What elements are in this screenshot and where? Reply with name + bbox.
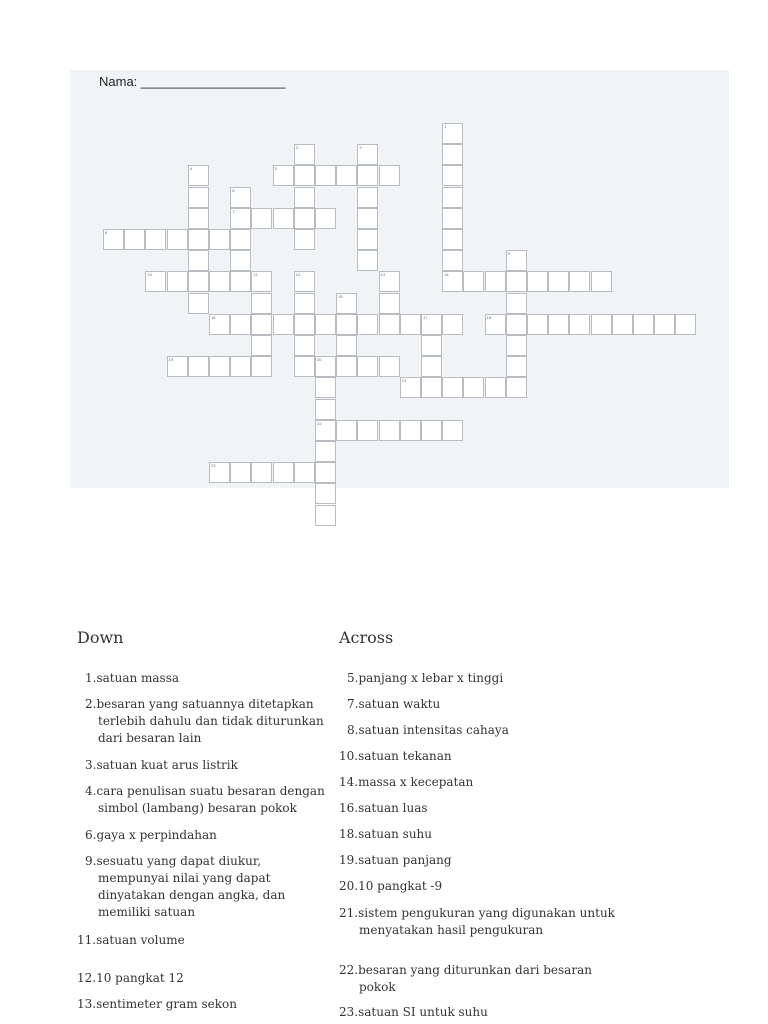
crossword-cell[interactable] bbox=[379, 165, 400, 186]
crossword-cell[interactable] bbox=[273, 462, 294, 483]
clue-number: 11. bbox=[77, 933, 97, 947]
crossword-cell[interactable] bbox=[548, 314, 569, 335]
crossword-cell[interactable] bbox=[675, 314, 696, 335]
crossword-cell[interactable] bbox=[379, 314, 400, 335]
crossword-cell[interactable] bbox=[379, 420, 400, 441]
clue-text: satuan intensitas cahaya bbox=[358, 723, 509, 737]
crossword-cell[interactable] bbox=[485, 377, 506, 398]
crossword-grid bbox=[0, 0, 768, 500]
crossword-cell[interactable] bbox=[336, 165, 357, 186]
down-clues-column bbox=[77, 628, 327, 1011]
cell-number: 16 bbox=[211, 314, 216, 320]
cell-number: 23 bbox=[211, 463, 216, 469]
crossword-cell[interactable] bbox=[294, 335, 315, 356]
clue-item bbox=[77, 970, 184, 987]
crossword-cell[interactable] bbox=[336, 314, 357, 335]
crossword-cell[interactable] bbox=[315, 441, 336, 462]
clue-number: 12. bbox=[77, 971, 97, 985]
clue-item bbox=[85, 757, 238, 774]
crossword-cell[interactable] bbox=[357, 165, 378, 186]
clue-text: cara penulisan suatu besaran dengan bbox=[96, 784, 325, 798]
clue-number: 21. bbox=[339, 906, 359, 920]
crossword-cell[interactable] bbox=[230, 314, 251, 335]
cell-number: 17 bbox=[423, 314, 428, 320]
clue-number: 3. bbox=[85, 758, 97, 772]
cell-number: 3 bbox=[359, 145, 362, 151]
cell-number: 21 bbox=[401, 378, 407, 384]
crossword-cell[interactable] bbox=[442, 187, 463, 208]
clue-item bbox=[339, 748, 452, 765]
clue-number: 8. bbox=[347, 723, 359, 737]
cell-number: 15 bbox=[338, 293, 343, 299]
clue-item bbox=[339, 826, 432, 843]
clue-text: sentimeter gram sekon bbox=[96, 997, 237, 1011]
crossword-cell[interactable] bbox=[251, 462, 272, 483]
crossword-cell[interactable] bbox=[336, 335, 357, 356]
crossword-cell[interactable] bbox=[315, 483, 336, 504]
clue-number: 2. bbox=[85, 697, 97, 711]
crossword-cell[interactable] bbox=[442, 377, 463, 398]
crossword-cell[interactable] bbox=[654, 314, 675, 335]
clue-number: 1. bbox=[85, 671, 97, 685]
crossword-cell[interactable] bbox=[315, 462, 336, 483]
crossword-cell[interactable] bbox=[506, 293, 527, 314]
crossword-cell[interactable] bbox=[591, 314, 612, 335]
cell-number: 8 bbox=[105, 230, 108, 235]
crossword-cell[interactable] bbox=[506, 314, 527, 335]
crossword-cell[interactable] bbox=[273, 208, 294, 229]
clue-number: 23. bbox=[339, 1005, 359, 1019]
crossword-cell[interactable] bbox=[400, 314, 421, 335]
clue-text-line: menyatakan hasil pengukuran bbox=[359, 923, 544, 937]
crossword-cell[interactable] bbox=[315, 399, 336, 420]
crossword-cell[interactable] bbox=[188, 250, 209, 271]
crossword-cell[interactable] bbox=[188, 271, 209, 292]
clue-text: 10 pangkat -9 bbox=[358, 879, 443, 893]
clue-item bbox=[77, 932, 185, 949]
crossword-cell[interactable] bbox=[294, 229, 315, 250]
crossword-cell[interactable] bbox=[357, 187, 378, 208]
cell-number: 11 bbox=[253, 272, 258, 278]
clue-number: 9. bbox=[85, 854, 97, 868]
crossword-cell[interactable] bbox=[357, 208, 378, 229]
crossword-cell[interactable] bbox=[421, 356, 442, 377]
crossword-cell[interactable] bbox=[569, 314, 590, 335]
crossword-cell[interactable] bbox=[463, 271, 484, 292]
crossword-cell[interactable] bbox=[357, 229, 378, 250]
crossword-cell[interactable] bbox=[506, 377, 527, 398]
clue-text: besaran yang satuannya ditetapkan bbox=[96, 697, 314, 711]
name-field-label: Nama: ____________________ bbox=[99, 74, 286, 89]
crossword-cell[interactable] bbox=[294, 165, 315, 186]
cell-number: 19 bbox=[168, 357, 174, 363]
crossword-cell[interactable] bbox=[442, 250, 463, 271]
crossword-cell[interactable] bbox=[294, 462, 315, 483]
clue-text-line: mempunyai nilai yang dapat bbox=[98, 871, 271, 885]
clue-number: 18. bbox=[339, 827, 359, 841]
clue-item bbox=[347, 722, 509, 739]
clue-item bbox=[85, 853, 285, 921]
cell-number: 1 bbox=[444, 124, 447, 129]
crossword-cell[interactable] bbox=[421, 420, 442, 441]
clue-text: satuan kuat arus listrik bbox=[96, 758, 238, 772]
crossword-cell[interactable] bbox=[506, 356, 527, 377]
clue-text-line: memiliki satuan bbox=[98, 905, 196, 919]
cell-number: 22 bbox=[317, 420, 322, 426]
crossword-cell[interactable] bbox=[315, 165, 336, 186]
crossword-cell[interactable] bbox=[251, 314, 272, 335]
clue-text-line: simbol (lambang) besaran pokok bbox=[98, 801, 297, 815]
crossword-cell[interactable] bbox=[230, 356, 251, 377]
crossword-cell[interactable] bbox=[442, 229, 463, 250]
cell-number: 4 bbox=[189, 166, 193, 172]
clue-item bbox=[339, 774, 473, 791]
across-heading: Across bbox=[339, 628, 394, 647]
crossword-cell[interactable] bbox=[188, 229, 209, 250]
clue-text: satuan tekanan bbox=[358, 749, 452, 763]
cell-number: 13 bbox=[380, 272, 386, 278]
crossword-cell[interactable] bbox=[188, 187, 209, 208]
crossword-cell[interactable] bbox=[273, 314, 294, 335]
crossword-cell[interactable] bbox=[379, 293, 400, 314]
clue-item bbox=[347, 670, 503, 687]
crossword-cell[interactable] bbox=[442, 314, 463, 335]
clue-item bbox=[339, 962, 592, 996]
clue-text-line: pokok bbox=[359, 980, 396, 994]
cell-number: 5 bbox=[274, 166, 277, 172]
crossword-cell[interactable] bbox=[569, 271, 590, 292]
clue-item bbox=[85, 696, 324, 747]
clue-number: 13. bbox=[77, 997, 97, 1011]
clue-text-line: dinyatakan dengan angka, dan bbox=[98, 888, 286, 902]
crossword-cell[interactable] bbox=[442, 208, 463, 229]
crossword-cell[interactable] bbox=[336, 420, 357, 441]
across-clues-column bbox=[339, 628, 619, 1019]
cell-number: 2 bbox=[295, 145, 299, 151]
crossword-cell[interactable] bbox=[442, 144, 463, 165]
crossword-cell[interactable] bbox=[421, 377, 442, 398]
clue-text: besaran yang diturunkan dari besaran bbox=[358, 963, 592, 977]
cell-number: 12 bbox=[295, 272, 301, 278]
crossword-cell[interactable] bbox=[294, 314, 315, 335]
crossword-cell[interactable] bbox=[294, 208, 315, 229]
clue-number: 6. bbox=[85, 828, 97, 842]
cell-number: 7 bbox=[232, 208, 235, 214]
cell-number: 14 bbox=[444, 272, 449, 278]
clue-item bbox=[85, 670, 179, 687]
crossword-cell[interactable] bbox=[209, 356, 230, 377]
crossword-cell[interactable] bbox=[188, 356, 209, 377]
crossword-cell[interactable] bbox=[315, 377, 336, 398]
clue-number: 19. bbox=[339, 853, 359, 867]
cell-number: 20 bbox=[317, 357, 322, 363]
clue-number: 7. bbox=[347, 697, 359, 711]
clue-text-line: terlebih dahulu dan tidak diturunkan bbox=[98, 714, 324, 728]
clue-text: satuan suhu bbox=[358, 827, 432, 841]
crossword-cell[interactable] bbox=[612, 314, 633, 335]
crossword-cell[interactable] bbox=[400, 420, 421, 441]
crossword-cell[interactable] bbox=[230, 250, 251, 271]
crossword-cell[interactable] bbox=[251, 335, 272, 356]
crossword-cell[interactable] bbox=[188, 208, 209, 229]
clue-text: gaya x perpindahan bbox=[96, 828, 217, 842]
crossword-cell[interactable] bbox=[379, 356, 400, 377]
crossword-cell[interactable] bbox=[251, 293, 272, 314]
clue-item bbox=[85, 783, 325, 817]
crossword-cell[interactable] bbox=[294, 356, 315, 377]
clue-text-line: dari besaran lain bbox=[98, 731, 202, 745]
crossword-cell[interactable] bbox=[357, 356, 378, 377]
clue-text: 10 pangkat 12 bbox=[96, 971, 184, 985]
crossword-cell[interactable] bbox=[357, 250, 378, 271]
crossword-cell[interactable] bbox=[251, 356, 272, 377]
clue-item bbox=[339, 1004, 488, 1021]
crossword-cell[interactable] bbox=[251, 208, 272, 229]
crossword-cell[interactable] bbox=[442, 165, 463, 186]
crossword-cell[interactable] bbox=[294, 187, 315, 208]
clue-item bbox=[85, 827, 217, 844]
crossword-cell[interactable] bbox=[315, 505, 336, 526]
crossword-cell[interactable] bbox=[230, 229, 251, 250]
crossword-cell[interactable] bbox=[485, 271, 506, 292]
clue-text: massa x kecepatan bbox=[358, 775, 474, 789]
clue-text: satuan SI untuk suhu bbox=[358, 1005, 488, 1019]
crossword-cell[interactable] bbox=[145, 229, 166, 250]
clue-text: satuan luas bbox=[358, 801, 428, 815]
clue-item bbox=[339, 800, 428, 817]
clue-text: satuan massa bbox=[96, 671, 180, 685]
clue-text: satuan waktu bbox=[358, 697, 441, 711]
clue-item bbox=[339, 878, 442, 895]
crossword-cell[interactable] bbox=[357, 420, 378, 441]
crossword-cell[interactable] bbox=[357, 314, 378, 335]
crossword-cell[interactable] bbox=[442, 420, 463, 441]
clue-number: 4. bbox=[85, 784, 97, 798]
clue-item bbox=[339, 852, 452, 869]
crossword-cell[interactable] bbox=[527, 314, 548, 335]
crossword-cell[interactable] bbox=[506, 271, 527, 292]
clue-text: sesuatu yang dapat diukur, bbox=[96, 854, 262, 868]
crossword-cell[interactable] bbox=[315, 314, 336, 335]
crossword-cell[interactable] bbox=[421, 335, 442, 356]
crossword-cell[interactable] bbox=[294, 293, 315, 314]
crossword-cell[interactable] bbox=[167, 229, 188, 250]
clue-item bbox=[77, 996, 237, 1013]
cell-number: 10 bbox=[147, 272, 152, 278]
cell-number: 9 bbox=[507, 251, 511, 257]
crossword-cell[interactable] bbox=[124, 229, 145, 250]
clue-number: 14. bbox=[339, 775, 359, 789]
clue-number: 16. bbox=[339, 801, 359, 815]
clue-text: satuan panjang bbox=[358, 853, 452, 867]
crossword-cell[interactable] bbox=[209, 271, 230, 292]
crossword-cell[interactable] bbox=[315, 208, 336, 229]
crossword-cell[interactable] bbox=[209, 229, 230, 250]
crossword-cell[interactable] bbox=[167, 271, 188, 292]
crossword-cell[interactable] bbox=[591, 271, 612, 292]
crossword-cell[interactable] bbox=[230, 462, 251, 483]
cell-number: 18 bbox=[486, 314, 492, 320]
clue-number: 5. bbox=[347, 671, 359, 685]
clue-text: satuan volume bbox=[96, 933, 185, 947]
clue-text: panjang x lebar x tinggi bbox=[358, 671, 504, 685]
crossword-cell[interactable] bbox=[527, 271, 548, 292]
crossword-cell[interactable] bbox=[506, 335, 527, 356]
clue-number: 10. bbox=[339, 749, 359, 763]
clue-text: sistem pengukuran yang digunakan untuk bbox=[358, 906, 615, 920]
crossword-cell[interactable] bbox=[548, 271, 569, 292]
crossword-cell[interactable] bbox=[336, 356, 357, 377]
cell-number: 6 bbox=[232, 187, 235, 193]
down-heading: Down bbox=[77, 628, 124, 647]
clue-item bbox=[347, 696, 440, 713]
clue-number: 22. bbox=[339, 963, 359, 977]
clue-item bbox=[339, 905, 615, 939]
clue-number: 20. bbox=[339, 879, 359, 893]
crossword-cell[interactable] bbox=[188, 293, 209, 314]
crossword-cell[interactable] bbox=[633, 314, 654, 335]
crossword-cell[interactable] bbox=[463, 377, 484, 398]
crossword-cell[interactable] bbox=[230, 271, 251, 292]
